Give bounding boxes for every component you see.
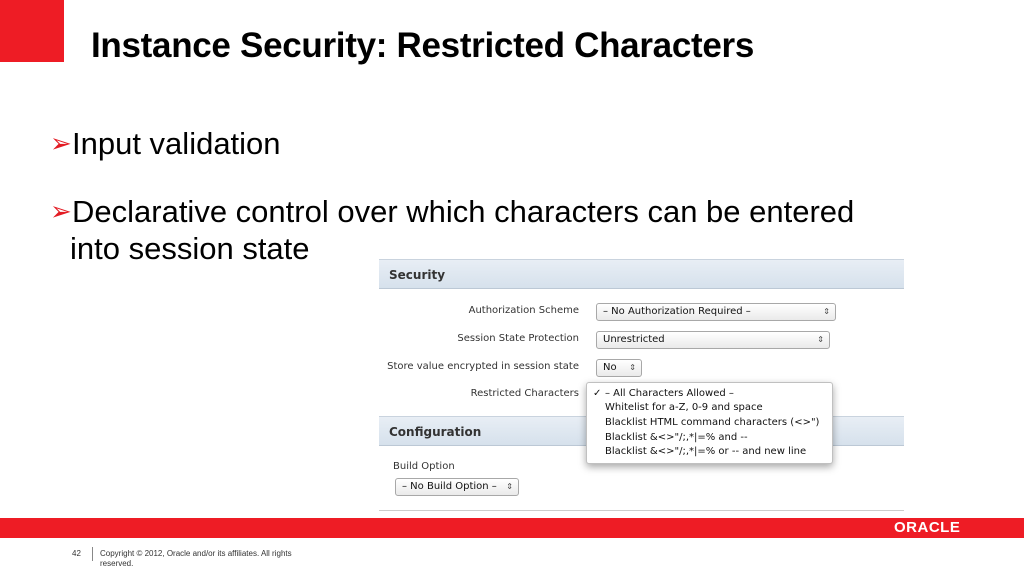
session-state-protection-select[interactable]: [596, 331, 830, 349]
checkmark-icon: ✓: [593, 388, 602, 399]
bullet-arrow-icon: ➢: [50, 128, 72, 158]
footer-red-bar: [0, 518, 1024, 538]
page-number: 42: [72, 549, 81, 558]
bullet-item: [50, 125, 281, 162]
bullet-text-continued: into session state: [70, 231, 310, 266]
build-option-label: Build Option: [393, 461, 455, 472]
dropdown-option[interactable]: Whitelist for a-Z, 0-9 and space: [605, 402, 763, 413]
session-state-protection-label: Session State Protection: [457, 333, 579, 344]
select-arrows-icon: ⇕: [629, 363, 636, 372]
slide-title: Instance Security: Restricted Characters: [91, 26, 754, 65]
bullet-text: Declarative control over which characters can be entered: [72, 194, 855, 229]
build-option-value: – No Build Option –: [402, 481, 497, 492]
select-arrows-icon: ⇕: [817, 335, 824, 344]
authorization-scheme-label: Authorization Scheme: [468, 305, 579, 316]
select-arrows-icon: ⇕: [506, 482, 513, 491]
store-encrypted-label: Store value encrypted in session state: [387, 361, 579, 372]
copyright-notice: Copyright © 2012, Oracle and/or its affiliates. All rights reserved.: [100, 549, 292, 568]
store-encrypted-value: No: [603, 362, 617, 373]
authorization-scheme-value: – No Authorization Required –: [603, 306, 751, 317]
bullet-arrow-icon: ➢: [50, 196, 72, 226]
dropdown-option[interactable]: Blacklist &<>"/;,*|=% or -- and new line: [605, 446, 807, 457]
bullet-text: Input validation: [72, 126, 281, 161]
dropdown-option[interactable]: – All Characters Allowed –: [605, 388, 734, 399]
restricted-characters-dropdown[interactable]: [586, 382, 833, 464]
restricted-characters-label: Restricted Characters: [470, 388, 579, 399]
session-state-protection-value: Unrestricted: [603, 334, 665, 345]
authorization-scheme-select[interactable]: [596, 303, 836, 321]
oracle-logo: ORACLE: [894, 519, 961, 536]
store-encrypted-select[interactable]: [596, 359, 642, 377]
footer-divider: [92, 547, 93, 561]
header-red-block: [0, 0, 64, 62]
select-arrows-icon: ⇕: [823, 307, 830, 316]
configuration-section-header: Configuration: [379, 416, 904, 446]
build-option-select[interactable]: [395, 478, 519, 496]
bullet-item: [50, 193, 950, 267]
dropdown-option[interactable]: Blacklist HTML command characters (<>"): [605, 417, 820, 428]
dropdown-option[interactable]: Blacklist &<>"/;,*|=% and --: [605, 432, 748, 443]
security-section-header: Security: [379, 259, 904, 289]
